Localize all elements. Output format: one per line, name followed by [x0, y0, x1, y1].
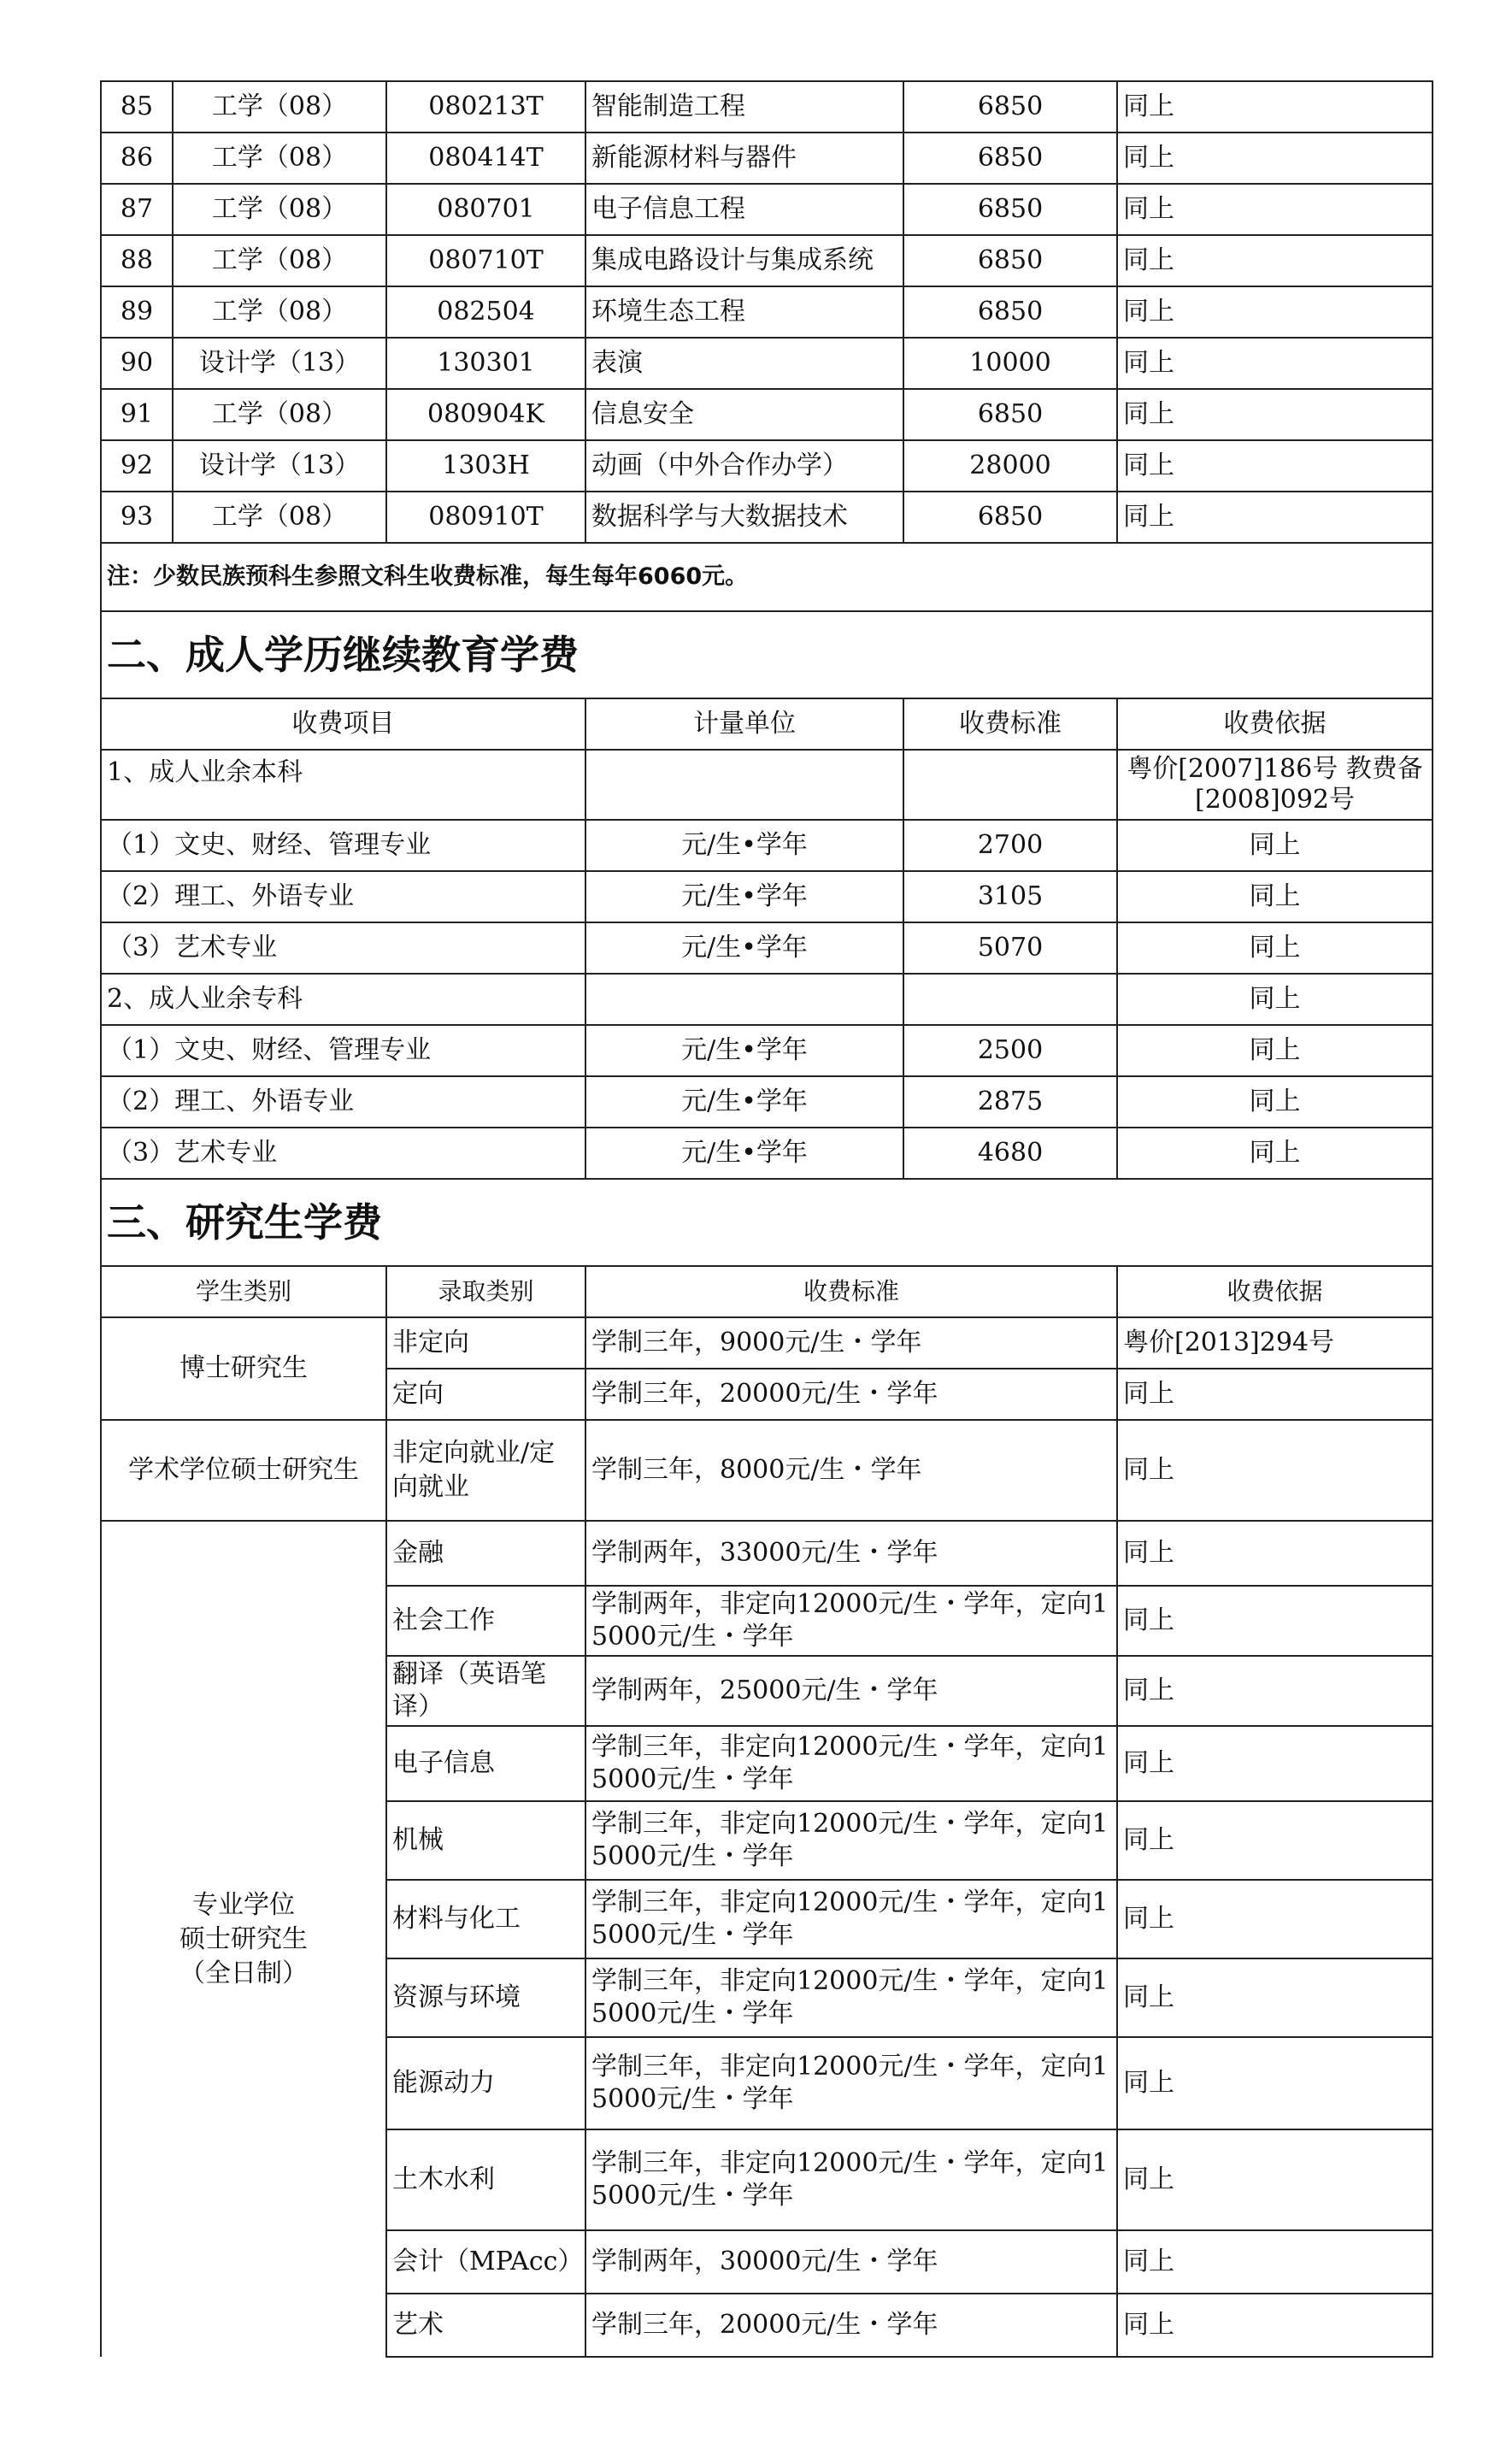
table-row [101, 1317, 1433, 1369]
admission-cell: 艺术 [386, 2294, 585, 2357]
admission-cell: 土木水利 [386, 2129, 585, 2230]
fee-cell: 6850 [903, 286, 1117, 338]
basis-cell: 同上 [1117, 286, 1433, 338]
fee-cell [903, 974, 1117, 1025]
fee-cell: 2700 [903, 820, 1117, 871]
unit-cell [585, 750, 903, 820]
note-row [101, 543, 1433, 611]
table-row [101, 922, 1433, 974]
fee-cell: 4680 [903, 1128, 1117, 1179]
major-name-cell: 信息安全 [585, 389, 903, 440]
table-row [101, 389, 1433, 440]
unit-cell: 元/生•学年 [585, 1025, 903, 1076]
admission-cell: 非定向就业/定向就业 [386, 1420, 585, 1521]
section-2-title: 二、成人学历继续教育学费 [101, 611, 1433, 698]
major-name-cell: 集成电路设计与集成系统 [585, 235, 903, 286]
row-number: 90 [101, 338, 173, 389]
fee-item-cell: （1）文史、财经、管理专业 [101, 1025, 585, 1076]
discipline-cell: 工学（08） [173, 235, 386, 286]
fee-item-cell: （3）艺术专业 [101, 1128, 585, 1179]
admission-cell: 材料与化工 [386, 1880, 585, 1958]
table-row [101, 1076, 1433, 1128]
fee-cell: 6850 [903, 133, 1117, 184]
major-code-cell: 080710T [386, 235, 585, 286]
column-header: 收费标准 [585, 1266, 1117, 1317]
student-category-cell: 博士研究生 [101, 1317, 386, 1420]
basis-cell: 同上 [1117, 389, 1433, 440]
discipline-cell: 工学（08） [173, 286, 386, 338]
fee-standard-cell: 学制三年，20000元/生・学年 [585, 1369, 1117, 1420]
admission-cell: 资源与环境 [386, 1958, 585, 2037]
fee-standard-cell: 学制三年，9000元/生・学年 [585, 1317, 1117, 1369]
basis-cell: 同上 [1117, 133, 1433, 184]
unit-cell: 元/生•学年 [585, 871, 903, 922]
student-category-cell: 专业学位 硕士研究生 （全日制） [101, 1521, 386, 2357]
fee-cell: 6850 [903, 81, 1117, 133]
table-row [101, 974, 1433, 1025]
column-header: 收费依据 [1117, 698, 1433, 750]
basis-cell: 同上 [1117, 1656, 1433, 1726]
basis-cell: 同上 [1117, 1586, 1433, 1656]
admission-cell: 会计（MPAcc） [386, 2230, 585, 2294]
basis-cell: 同上 [1117, 2230, 1433, 2294]
admission-cell: 非定向 [386, 1317, 585, 1369]
basis-cell: 同上 [1117, 492, 1433, 543]
basis-cell: 同上 [1117, 1076, 1433, 1128]
basis-cell: 同上 [1117, 1958, 1433, 2037]
basis-cell: 同上 [1117, 1025, 1433, 1076]
table-row [101, 286, 1433, 338]
row-number: 86 [101, 133, 173, 184]
basis-cell: 同上 [1117, 1801, 1433, 1880]
section-heading-row [101, 611, 1433, 698]
fee-standard-cell: 学制三年，20000元/生・学年 [585, 2294, 1117, 2357]
table-row [101, 871, 1433, 922]
column-header: 收费项目 [101, 698, 585, 750]
fee-cell: 2875 [903, 1076, 1117, 1128]
major-code-cell: 080414T [386, 133, 585, 184]
fee-standard-cell: 学制三年，8000元/生・学年 [585, 1420, 1117, 1521]
fee-standard-cell: 学制三年，非定向12000元/生・学年，定向15000元/生・学年 [585, 1801, 1117, 1880]
major-code-cell: 080910T [386, 492, 585, 543]
fee-standard-cell: 学制三年，非定向12000元/生・学年，定向15000元/生・学年 [585, 2037, 1117, 2129]
row-number: 91 [101, 389, 173, 440]
basis-cell: 粤价[2013]294号 [1117, 1317, 1433, 1369]
major-code-cell: 080701 [386, 184, 585, 235]
basis-cell: 同上 [1117, 922, 1433, 974]
basis-cell: 同上 [1117, 440, 1433, 492]
table-row [101, 492, 1433, 543]
discipline-cell: 工学（08） [173, 389, 386, 440]
major-name-cell: 电子信息工程 [585, 184, 903, 235]
column-header: 收费标准 [903, 698, 1117, 750]
basis-cell: 同上 [1117, 1880, 1433, 1958]
fee-standard-cell: 学制三年，非定向12000元/生・学年，定向15000元/生・学年 [585, 1880, 1117, 1958]
major-code-cell: 082504 [386, 286, 585, 338]
fee-standard-cell: 学制三年，非定向12000元/生・学年，定向15000元/生・学年 [585, 2129, 1117, 2230]
section-3-title: 三、研究生学费 [101, 1179, 1433, 1266]
major-name-cell: 表演 [585, 338, 903, 389]
fee-item-cell: （2）理工、外语专业 [101, 1076, 585, 1128]
basis-cell: 同上 [1117, 1420, 1433, 1521]
table-row [101, 1521, 1433, 1586]
table-header-row [101, 1266, 1433, 1317]
basis-cell: 同上 [1117, 1128, 1433, 1179]
basis-cell: 同上 [1117, 1369, 1433, 1420]
basis-cell: 同上 [1117, 2129, 1433, 2230]
basis-cell: 同上 [1117, 1521, 1433, 1586]
unit-cell: 元/生•学年 [585, 1076, 903, 1128]
fee-cell: 2500 [903, 1025, 1117, 1076]
discipline-cell: 工学（08） [173, 133, 386, 184]
basis-cell: 同上 [1117, 2037, 1433, 2129]
column-header: 计量单位 [585, 698, 903, 750]
fee-cell [903, 750, 1117, 820]
admission-cell: 社会工作 [386, 1586, 585, 1656]
table-row [101, 81, 1433, 133]
fee-cell: 10000 [903, 338, 1117, 389]
note-text: 注：少数民族预科生参照文科生收费标准，每生每年6060元。 [101, 543, 1433, 611]
major-code-cell: 080904K [386, 389, 585, 440]
row-number: 88 [101, 235, 173, 286]
column-header: 学生类别 [101, 1266, 386, 1317]
fee-table [100, 80, 1433, 2358]
admission-cell: 机械 [386, 1801, 585, 1880]
column-header: 收费依据 [1117, 1266, 1433, 1317]
basis-cell: 同上 [1117, 871, 1433, 922]
fee-cell: 5070 [903, 922, 1117, 974]
table-row [101, 235, 1433, 286]
unit-cell: 元/生•学年 [585, 1128, 903, 1179]
major-name-cell: 动画（中外合作办学） [585, 440, 903, 492]
unit-cell [585, 974, 903, 1025]
fee-cell: 6850 [903, 184, 1117, 235]
table-row [101, 338, 1433, 389]
fee-document [100, 80, 1432, 2358]
major-name-cell: 新能源材料与器件 [585, 133, 903, 184]
fee-cell: 6850 [903, 389, 1117, 440]
basis-cell: 同上 [1117, 974, 1433, 1025]
row-number: 85 [101, 81, 173, 133]
discipline-cell: 工学（08） [173, 81, 386, 133]
row-number: 93 [101, 492, 173, 543]
admission-cell: 翻译（英语笔译） [386, 1656, 585, 1726]
table-row [101, 1128, 1433, 1179]
admission-cell: 定向 [386, 1369, 585, 1420]
discipline-cell: 工学（08） [173, 492, 386, 543]
table-row [101, 1420, 1433, 1521]
admission-cell: 金融 [386, 1521, 585, 1586]
row-number: 92 [101, 440, 173, 492]
table-row [101, 820, 1433, 871]
fee-standard-cell: 学制三年，非定向12000元/生・学年，定向15000元/生・学年 [585, 1726, 1117, 1801]
fee-item-cell: 1、成人业余本科 [101, 750, 585, 820]
fee-standard-cell: 学制两年，25000元/生・学年 [585, 1656, 1117, 1726]
basis-cell: 同上 [1117, 184, 1433, 235]
basis-cell: 同上 [1117, 820, 1433, 871]
discipline-cell: 设计学（13） [173, 338, 386, 389]
section-heading-row [101, 1179, 1433, 1266]
fee-item-cell: （2）理工、外语专业 [101, 871, 585, 922]
table-row [101, 184, 1433, 235]
basis-cell: 粤价[2007]186号 教费备[2008]092号 [1117, 750, 1433, 820]
row-number: 89 [101, 286, 173, 338]
fee-standard-cell: 学制三年，非定向12000元/生・学年，定向15000元/生・学年 [585, 1958, 1117, 2037]
basis-cell: 同上 [1117, 338, 1433, 389]
major-name-cell: 环境生态工程 [585, 286, 903, 338]
major-name-cell: 智能制造工程 [585, 81, 903, 133]
student-category-cell: 学术学位硕士研究生 [101, 1420, 386, 1521]
table-row [101, 1025, 1433, 1076]
table-row [101, 750, 1433, 820]
basis-cell: 同上 [1117, 1726, 1433, 1801]
admission-cell: 电子信息 [386, 1726, 585, 1801]
fee-item-cell: （1）文史、财经、管理专业 [101, 820, 585, 871]
column-header: 录取类别 [386, 1266, 585, 1317]
table-row [101, 440, 1433, 492]
basis-cell: 同上 [1117, 2294, 1433, 2357]
table-header-row [101, 698, 1433, 750]
fee-standard-cell: 学制两年，30000元/生・学年 [585, 2230, 1117, 2294]
fee-cell: 6850 [903, 235, 1117, 286]
unit-cell: 元/生•学年 [585, 820, 903, 871]
unit-cell: 元/生•学年 [585, 922, 903, 974]
discipline-cell: 工学（08） [173, 184, 386, 235]
major-name-cell: 数据科学与大数据技术 [585, 492, 903, 543]
basis-cell: 同上 [1117, 235, 1433, 286]
major-code-cell: 1303H [386, 440, 585, 492]
fee-item-cell: 2、成人业余专科 [101, 974, 585, 1025]
discipline-cell: 设计学（13） [173, 440, 386, 492]
basis-cell: 同上 [1117, 81, 1433, 133]
fee-cell: 28000 [903, 440, 1117, 492]
table-row [101, 133, 1433, 184]
row-number: 87 [101, 184, 173, 235]
admission-cell: 能源动力 [386, 2037, 585, 2129]
fee-item-cell: （3）艺术专业 [101, 922, 585, 974]
major-code-cell: 130301 [386, 338, 585, 389]
fee-standard-cell: 学制两年，非定向12000元/生・学年，定向15000元/生・学年 [585, 1586, 1117, 1656]
fee-cell: 6850 [903, 492, 1117, 543]
fee-standard-cell: 学制两年，33000元/生・学年 [585, 1521, 1117, 1586]
fee-cell: 3105 [903, 871, 1117, 922]
major-code-cell: 080213T [386, 81, 585, 133]
